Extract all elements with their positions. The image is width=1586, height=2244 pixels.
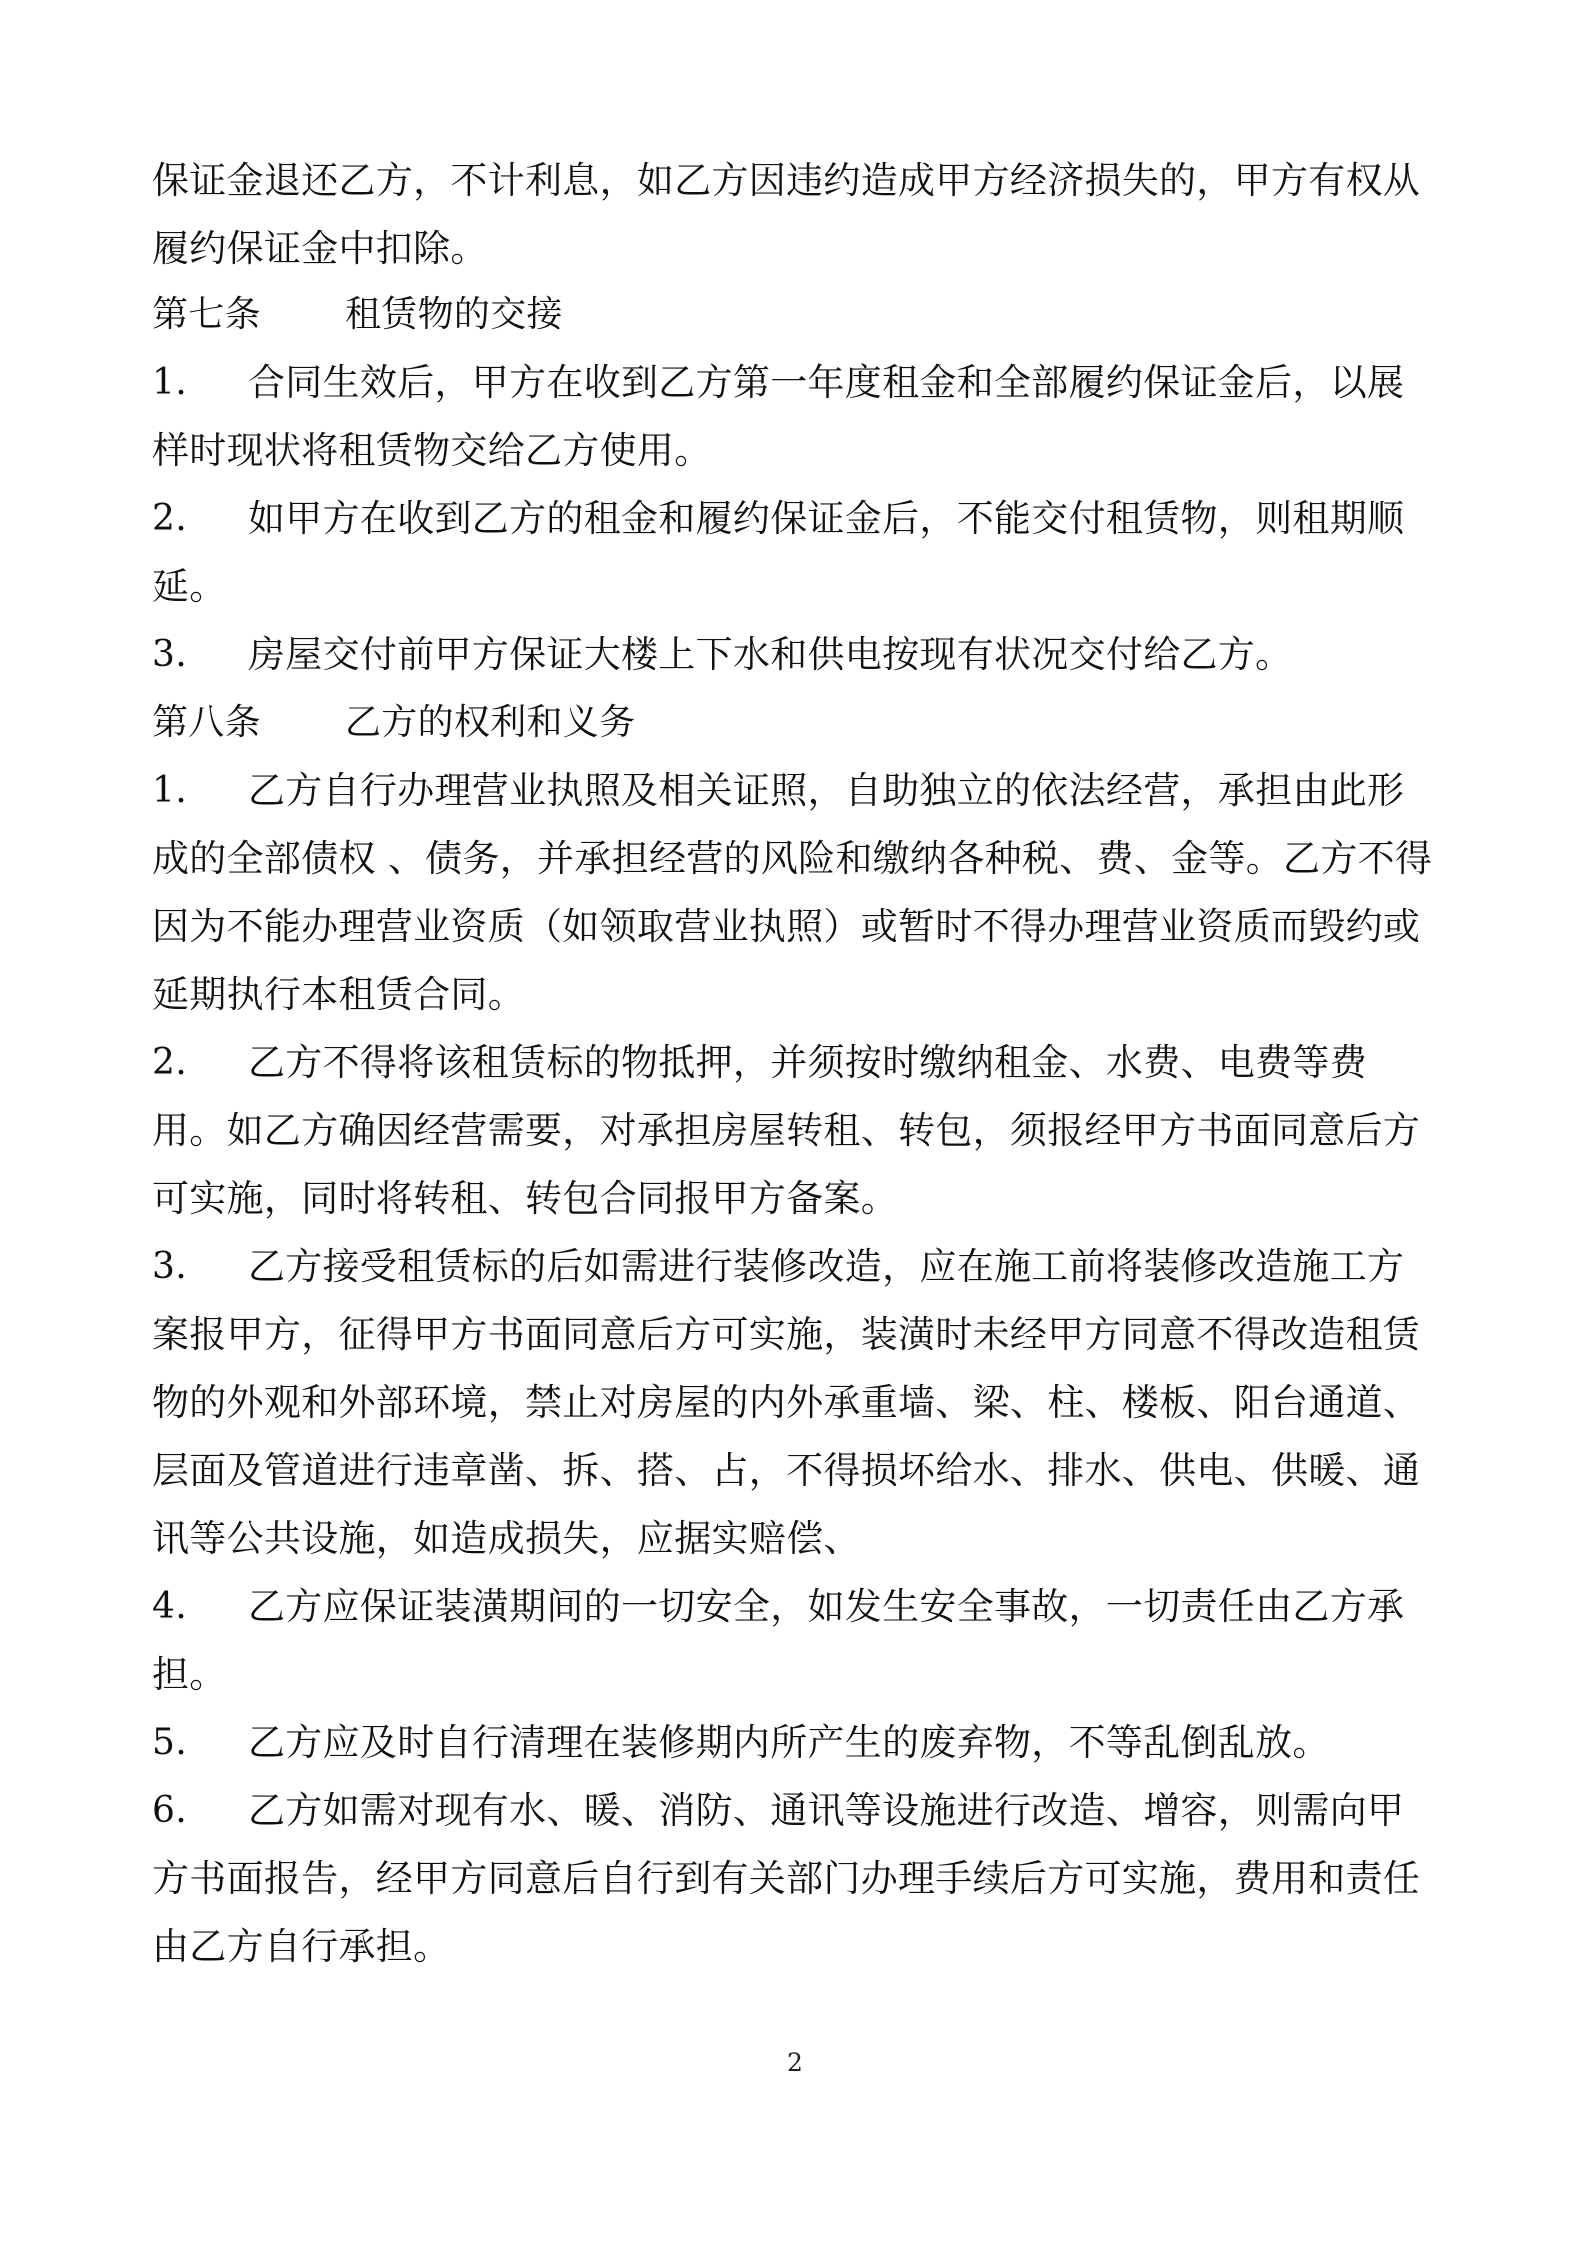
page-number: 2 bbox=[787, 2048, 803, 2077]
paragraph-line: 用。如乙方确因经营需要，对承担房屋转租、转包，须报经甲方书面同意后方 bbox=[152, 1109, 1421, 1152]
item-number: 3. bbox=[152, 634, 187, 675]
item-number: 1. bbox=[152, 770, 187, 811]
item-text: 乙方应保证装潢期间的一切安全，如发生安全事故，一切责任由乙方承 bbox=[248, 1585, 1405, 1628]
item-number: 2. bbox=[152, 1042, 187, 1083]
item-text: 乙方应及时自行清理在装修期内所产生的废弃物，不等乱倒乱放。 bbox=[248, 1721, 1330, 1764]
item-number: 2. bbox=[152, 498, 187, 539]
paragraph-line: 讯等公共设施，如造成损失，应据实赔偿、 bbox=[152, 1517, 861, 1560]
item-number: 1. bbox=[152, 362, 187, 403]
paragraph-line: 样时现状将租赁物交给乙方使用。 bbox=[152, 429, 712, 472]
item-number: 6. bbox=[152, 1790, 187, 1831]
paragraph-line: 延期执行本租赁合同。 bbox=[152, 973, 525, 1016]
item-number: 5. bbox=[152, 1722, 187, 1763]
item-text: 乙方不得将该租赁标的物抵押，并须按时缴纳租金、水费、电费等费 bbox=[248, 1041, 1367, 1084]
paragraph-line: 延。 bbox=[152, 565, 227, 608]
paragraph-line: 层面及管道进行违章凿、拆、搭、占，不得损坏给水、排水、供电、供暖、通 bbox=[152, 1449, 1421, 1492]
paragraph-line: 保证金退还乙方，不计利息，如乙方因违约造成甲方经济损失的，甲方有权从 bbox=[152, 159, 1421, 202]
item-text: 乙方自行办理营业执照及相关证照，自助独立的依法经营，承担由此形 bbox=[248, 769, 1405, 812]
paragraph-line: 因为不能办理营业资质（如领取营业执照）或暂时不得办理营业资质而毁约或 bbox=[152, 905, 1421, 948]
paragraph-line: 物的外观和外部环境，禁止对房屋的内外承重墙、梁、柱、楼板、阳台通道、 bbox=[152, 1381, 1421, 1424]
item-text: 房屋交付前甲方保证大楼上下水和供电按现有状况交付给乙方。 bbox=[248, 633, 1293, 676]
item-text: 合同生效后，甲方在收到乙方第一年度租金和全部履约保证金后，以展 bbox=[248, 361, 1405, 404]
item-text: 乙方接受租赁标的后如需进行装修改造，应在施工前将装修改造施工方 bbox=[248, 1245, 1405, 1288]
article-label: 第七条 bbox=[152, 294, 261, 335]
paragraph-line: 担。 bbox=[152, 1653, 227, 1696]
paragraph-line: 成的全部债权 、债务，并承担经营的风险和缴纳各种税、费、金等。乙方不得 bbox=[152, 837, 1433, 880]
item-number: 4. bbox=[152, 1586, 187, 1627]
paragraph-line: 由乙方自行承担。 bbox=[152, 1925, 451, 1968]
paragraph-line: 可实施，同时将转租、转包合同报甲方备案。 bbox=[152, 1177, 898, 1220]
paragraph-line: 案报甲方，征得甲方书面同意后方可实施，装潢时未经甲方同意不得改造租赁 bbox=[152, 1313, 1421, 1356]
article-label: 第八条 bbox=[152, 702, 261, 743]
item-number: 3. bbox=[152, 1246, 187, 1287]
paragraph-line: 方书面报告，经甲方同意后自行到有关部门办理手续后方可实施，费用和责任 bbox=[152, 1857, 1421, 1900]
item-text: 如甲方在收到乙方的租金和履约保证金后，不能交付租赁物，则租期顺 bbox=[248, 497, 1405, 540]
article-title: 乙方的权利和义务 bbox=[345, 702, 636, 743]
article-title: 租赁物的交接 bbox=[345, 294, 563, 335]
paragraph-line: 履约保证金中扣除。 bbox=[152, 227, 488, 270]
item-text: 乙方如需对现有水、暖、消防、通讯等设施进行改造、增容，则需向甲 bbox=[248, 1789, 1405, 1832]
